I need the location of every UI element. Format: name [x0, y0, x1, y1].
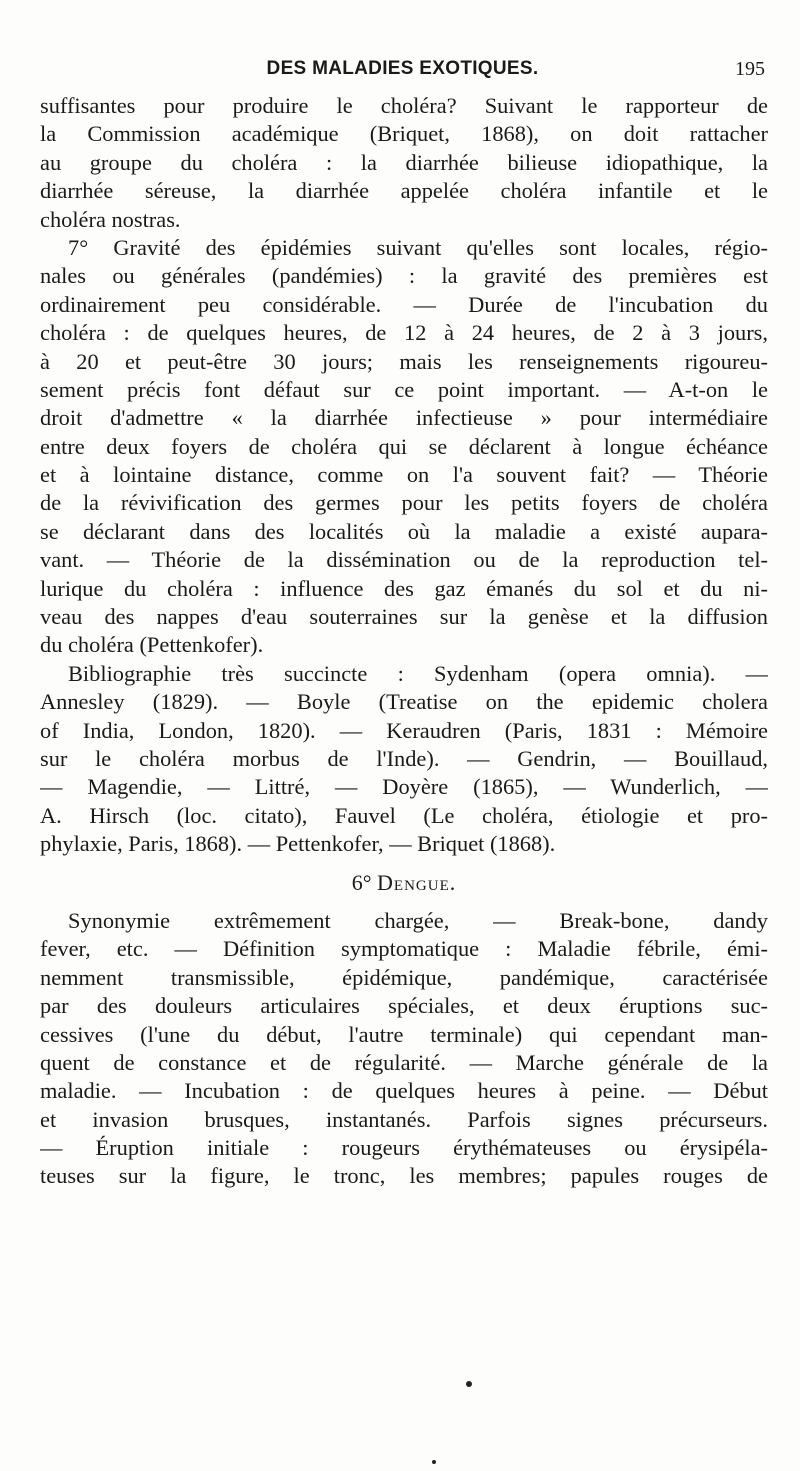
text-line: Synonymie extrêmement chargée, — Break-bone, dandy [68, 907, 768, 933]
section-number: 6° [351, 869, 372, 895]
text-line: nemment transmissible, épidémique, pandémique, caractérisée [40, 964, 768, 990]
text-line: suffisantes pour produire le choléra? Suivant le rapporteur de [40, 93, 768, 118]
text-line: choléra nostras. [40, 206, 181, 232]
text-line: entre deux foyers de choléra qui se déclarent à longue échéance [40, 433, 768, 459]
text-line: à 20 et peut-être 30 jours; mais les renseignements rigoureu- [40, 348, 768, 374]
text-line: — Éruption initiale : rougeurs érythémateuses ou érysipéla- [40, 1135, 768, 1161]
text-line: droit d'admettre « la diarrhée infectieuse » pour intermédiaire [40, 405, 768, 431]
ink-speck [466, 1381, 472, 1387]
bibliography-line: phylaxie, Paris, 1868). — Pettenkofer, — Briquet (1868). [40, 831, 556, 857]
page-number: 195 [735, 58, 765, 80]
section-heading [40, 869, 768, 897]
bibliography-line: Bibliographie très succincte : Sydenham (opera omnia). — [68, 660, 768, 686]
text-line: par des douleurs articulaires spéciales, et deux éruptions suc- [40, 993, 768, 1019]
text-line: maladie. — Incubation : de quelques heures à peine. — Début [40, 1078, 768, 1104]
text-line: lurique du choléra : influence des gaz émanés du sol et du ni- [40, 575, 768, 601]
ink-speck [432, 1460, 436, 1464]
text-line: choléra : de quelques heures, de 12 à 24 heures, de 2 à 3 jours, [40, 320, 768, 346]
text-line: au groupe du choléra : la diarrhée bilieuse idiopathique, la [40, 149, 768, 175]
text-line: quent de constance et de régularité. — Marche générale de la [40, 1049, 768, 1075]
bibliography-line: sur le choléra morbus de l'Inde). — Gendrin, — Bouillaud, [40, 745, 768, 771]
text-line: vant. — Théorie de la dissémination ou de la reproduction tel- [40, 547, 768, 573]
text-line: cessives (l'une du début, l'autre terminale) qui cependant man- [40, 1021, 768, 1047]
text-line: de la révivification des germes pour les petits foyers de choléra [40, 490, 768, 516]
text-line: 7° Gravité des épidémies suivant qu'elles sont locales, régio- [68, 234, 768, 260]
text-line: du choléra (Pettenkofer). [40, 632, 264, 658]
bibliography-line: A. Hirsch (loc. citato), Fauvel (Le choléra, étiologie et pro- [40, 802, 768, 828]
text-block [40, 92, 768, 1191]
text-line: et à lointaine distance, comme on l'a souvent fait? — Théorie [40, 462, 768, 488]
text-line: la Commission académique (Briquet, 1868), on doit rattacher [40, 121, 768, 147]
running-head [40, 58, 765, 88]
text-line: veau des nappes d'eau souterraines sur la genèse et la diffusion [40, 604, 768, 630]
text-line: teuses sur la figure, le tronc, les membres; papules rouges de [40, 1163, 768, 1189]
text-line: diarrhée séreuse, la diarrhée appelée choléra infantile et le [40, 178, 768, 204]
text-line: sement précis font défaut sur ce point important. — A-t-on le [40, 376, 768, 402]
text-line: fever, etc. — Définition symptomatique : Maladie fébrile, émi- [40, 936, 768, 962]
section-title: Dengue. [377, 869, 457, 895]
bibliography-line: Annesley (1829). — Boyle (Treatise on the epidemic cholera [40, 689, 768, 715]
text-line: nales ou générales (pandémies) : la gravité des premières est [40, 263, 768, 289]
running-title: DES MALADIES EXOTIQUES. [266, 58, 539, 79]
text-line: ordinairement peu considérable. — Durée de l'incubation du [40, 291, 768, 317]
bibliography-line: of India, London, 1820). — Keraudren (Paris, 1831 : Mémoire [40, 717, 768, 743]
text-line: se déclarant dans des localités où la maladie a existé aupara- [40, 518, 768, 544]
bibliography-line: — Magendie, — Littré, — Doyère (1865), — Wunderlich, — [40, 774, 768, 800]
text-line: et invasion brusques, instantanés. Parfois signes précurseurs. [40, 1106, 768, 1132]
